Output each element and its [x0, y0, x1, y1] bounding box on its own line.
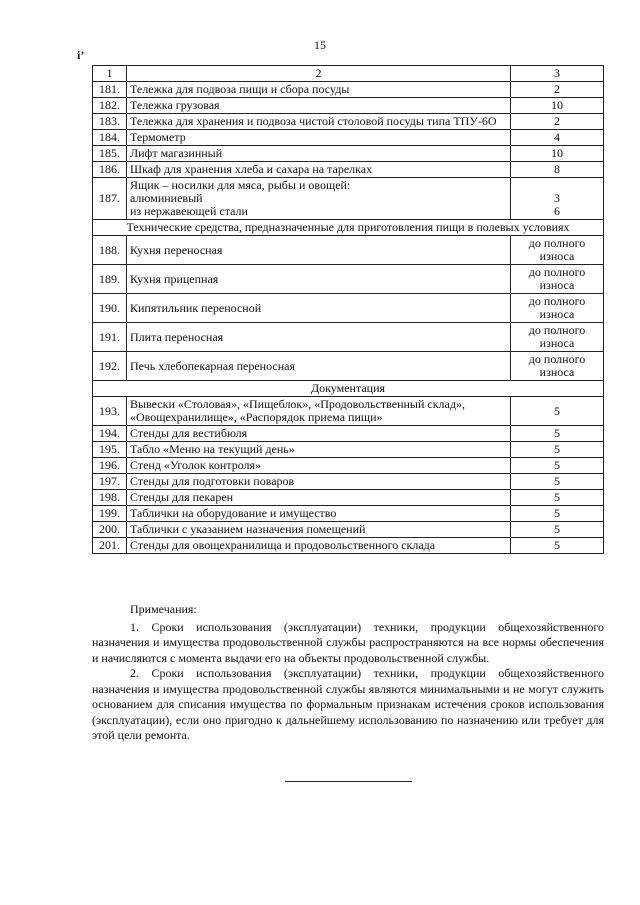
table-row	[93, 538, 604, 554]
item-quantity: 5	[511, 522, 604, 538]
item-name: Тележка для хранения и подвоза чистой столовой посуды типа ТПУ-6О	[127, 114, 511, 130]
row-number: 201.	[93, 538, 127, 554]
row-number: 184.	[93, 130, 127, 146]
section-row	[93, 381, 604, 397]
item-name	[127, 178, 511, 220]
item-quantity: 5	[511, 458, 604, 474]
item-name: Лифт магазинный	[127, 146, 511, 162]
item-name: Печь хлебопекарная переносная	[127, 352, 511, 381]
row-number: 193.	[93, 397, 127, 426]
row-number: 194.	[93, 426, 127, 442]
row-number: 191.	[93, 323, 127, 352]
row-number: 183.	[93, 114, 127, 130]
table-row	[93, 178, 604, 220]
section-field-equipment: Технические средства, предназначенные для приготовления пищи в полевых условиях	[93, 220, 604, 236]
row-number: 189.	[93, 265, 127, 294]
table-row	[93, 323, 604, 352]
item-name: Стенды для вестибюля	[127, 426, 511, 442]
table-row	[93, 522, 604, 538]
table-row	[93, 506, 604, 522]
table-row	[93, 98, 604, 114]
table-row	[93, 490, 604, 506]
table-row	[93, 265, 604, 294]
page-number: 15	[314, 38, 326, 52]
item-name: Тележка для подвоза пищи и сбора посуды	[127, 82, 511, 98]
item-quantity: 5	[511, 490, 604, 506]
norms-table	[92, 65, 604, 554]
row-number: 186.	[93, 162, 127, 178]
notes-block	[92, 602, 604, 744]
item-name-line: Ящик – носилки для мяса, рыбы и овощей:	[130, 178, 351, 192]
table-row	[93, 474, 604, 490]
item-quantity: 10	[511, 146, 604, 162]
item-name: Стенд «Уголок контроля»	[127, 458, 511, 474]
item-quantity: 2	[511, 114, 604, 130]
table-row	[93, 458, 604, 474]
row-number: 199.	[93, 506, 127, 522]
item-quantity: 2	[511, 82, 604, 98]
row-number: 200.	[93, 522, 127, 538]
item-quantity-line: 3	[554, 191, 560, 205]
item-quantity: до полного износа	[511, 323, 604, 352]
item-name: Плита переносная	[127, 323, 511, 352]
table-row	[93, 294, 604, 323]
row-number: 196.	[93, 458, 127, 474]
item-quantity: 5	[511, 442, 604, 458]
item-name: Кухня переносная	[127, 236, 511, 265]
note-1: 1. Сроки использования (эксплуатации) техники, продукции общехозяйственного назначения и имущества продовольственной службы распространяются на все нормы обеспечения и начисляются с момента выдачи его на объекты продовольственной службы.	[92, 619, 604, 665]
section-row	[93, 220, 604, 236]
item-quantity: 5	[511, 426, 604, 442]
table-row	[93, 352, 604, 381]
item-quantity: до полного износа	[511, 265, 604, 294]
item-quantity: 5	[511, 474, 604, 490]
row-number: 192.	[93, 352, 127, 381]
item-name: Шкаф для хранения хлеба и сахара на тарелках	[127, 162, 511, 178]
row-number: 187.	[93, 178, 127, 220]
item-name: Кипятильник переносной	[127, 294, 511, 323]
row-number: 197.	[93, 474, 127, 490]
header-col-2: 2	[127, 66, 511, 82]
item-name: Таблички с указанием назначения помещений	[127, 522, 511, 538]
item-quantity: 5	[511, 506, 604, 522]
row-number: 188.	[93, 236, 127, 265]
item-quantity	[511, 178, 604, 220]
item-quantity: 8	[511, 162, 604, 178]
row-number: 185.	[93, 146, 127, 162]
table-row	[93, 130, 604, 146]
row-number: 198.	[93, 490, 127, 506]
item-name-line: алюминиевый	[130, 191, 203, 205]
table-row	[93, 442, 604, 458]
table-row	[93, 146, 604, 162]
table-row	[93, 114, 604, 130]
item-name: Стенды для пекарен	[127, 490, 511, 506]
item-quantity: 5	[511, 397, 604, 426]
item-quantity: до полного износа	[511, 236, 604, 265]
item-quantity: 5	[511, 538, 604, 554]
item-quantity: до полного износа	[511, 352, 604, 381]
item-name: Стенды для подготовки поваров	[127, 474, 511, 490]
item-name: Табло «Меню на текущий день»	[127, 442, 511, 458]
table-row	[93, 162, 604, 178]
item-quantity: 4	[511, 130, 604, 146]
table-row	[93, 236, 604, 265]
section-documentation: Документация	[93, 381, 604, 397]
item-name-line: из нержавеющей стали	[130, 204, 248, 218]
notes-header: Примечания:	[130, 602, 197, 616]
table-row	[93, 82, 604, 98]
row-number: 182.	[93, 98, 127, 114]
item-name: Таблички на оборудование и имущество	[127, 506, 511, 522]
item-name: Термометр	[127, 130, 511, 146]
item-name: Тележка грузовая	[127, 98, 511, 114]
item-name: Кухня прицепная	[127, 265, 511, 294]
item-quantity: до полного износа	[511, 294, 604, 323]
corner-mark: і’	[77, 48, 85, 62]
item-name: Стенды для овощехранилища и продовольственного склада	[127, 538, 511, 554]
table-row	[93, 426, 604, 442]
item-name: Вывески «Столовая», «Пищеблок», «Продовольственный склад», «Овощехранилище», «Распорядок приема пищи»	[127, 397, 511, 426]
row-number: 195.	[93, 442, 127, 458]
header-col-3: 3	[511, 66, 604, 82]
row-number: 190.	[93, 294, 127, 323]
table-row	[93, 397, 604, 426]
row-number: 181.	[93, 82, 127, 98]
item-quantity-line: 6	[554, 204, 560, 218]
note-2: 2. Сроки использования (эксплуатации) техники, продукции общехозяйственного назначения и имущества продовольственной службы являются минимальными и не могут служить основанием для списания имущества по формальным признакам истечения сроков использования (эксплуатации), если оно пригодно к дальнейшему использованию по назначению или требует для этой цели ремонта.	[92, 666, 604, 742]
header-col-1: 1	[93, 66, 127, 82]
item-quantity: 10	[511, 98, 604, 114]
table-header-row	[93, 66, 604, 82]
signature-line	[285, 781, 412, 782]
